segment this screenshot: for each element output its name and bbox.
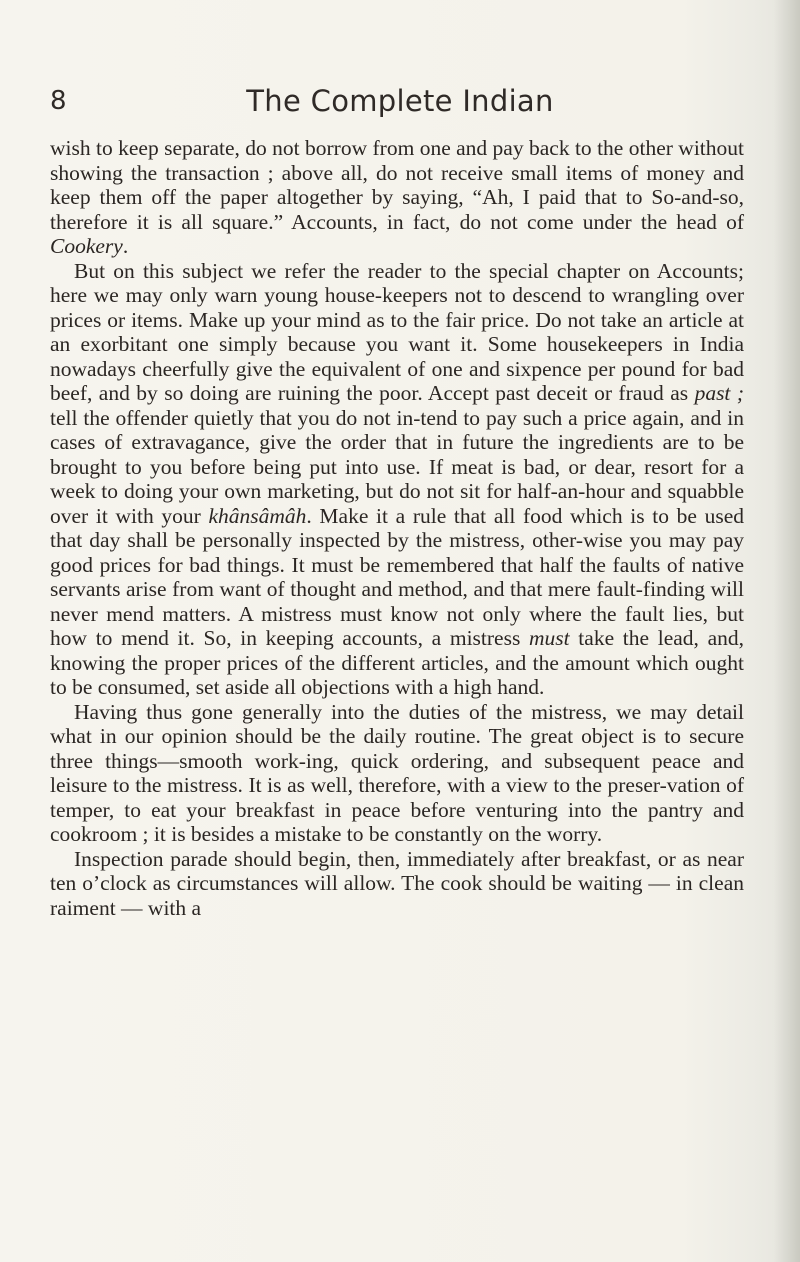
paragraph xyxy=(50,700,744,847)
italic-term: must xyxy=(529,626,570,650)
italic-term: khânsâmâh xyxy=(208,503,307,528)
text-run: Inspection parade should begin, then, immediately after breakfast, or as near ten o’clock as circumstances will allow. The cook should be waiting — in clean raiment — with a xyxy=(50,846,744,920)
paragraph xyxy=(50,136,744,259)
italic-term: Cookery xyxy=(50,234,123,258)
text-run: . xyxy=(122,234,129,258)
page-header xyxy=(0,84,800,124)
text-run: But on this subject we refer the reader to the special chapter on Accounts; here we may only warn young house-keepers not to descend to wrangling over prices or items. Make up your mind as to the fair price. Do not take an article at an exorbitant one simply because you want it. Some housekeepers in India nowadays cheerfully give the equivalent of one and sixpence per pound for bad beef, and by so doing are ruining the poor. Accept past deceit or fraud as xyxy=(50,258,744,405)
paragraph xyxy=(50,259,744,700)
text-run: take the lead, and, knowing the proper prices of the different articles, and the amount which ought to be consumed, set aside all objections with a high hand. xyxy=(50,626,744,699)
text-run: . Make it a rule that all food which is to be used that day shall be personally inspected by the mistress, other-wise you may pay good prices for bad things. It must be remembered that half the faults of native servants arise from want of thought and method, and that mere fault-finding will never mend matters. A mistress must know not only where the fault lies, but how to mend it. So, in keeping accounts, a mistress xyxy=(50,503,744,650)
text-run: wish to keep separate, do not borrow from one and pay back to the other without showing the transaction ; above all, do not receive small items of money and keep them off the paper altogether by saying, “Ah, I paid that to So-and-so, therefore it is all square.” Accounts, in fact, do not come under the head of xyxy=(50,136,744,234)
page-edge-shadow xyxy=(774,0,800,1262)
page-number: 8 xyxy=(50,86,67,116)
paragraph xyxy=(50,847,744,921)
running-title: The Complete Indian xyxy=(246,84,554,118)
text-run: Having thus gone generally into the duties of the mistress, we may detail what in our opinion should be the daily routine. The great object is to secure three things—smooth work-ing, quick ordering, and subsequent peace and leisure to the mistress. It is as well, therefore, with a view to the preser-vation of temper, to eat your breakfast in peace before venturing into the pantry and cookroom ; it is besides a mistake to be constantly on the worry. xyxy=(50,699,744,846)
body-text xyxy=(50,136,744,920)
text-run: tell the offender quietly that you do not in-tend to pay such a price again, and in cases of extravagance, give the order that in future the ingredients are to be brought to you before being put into use. If meat is bad, or dear, resort for a week to doing your own marketing, but do not sit for half-an-hour and squabble over it with your xyxy=(50,405,744,528)
italic-term: past ; xyxy=(694,381,744,405)
